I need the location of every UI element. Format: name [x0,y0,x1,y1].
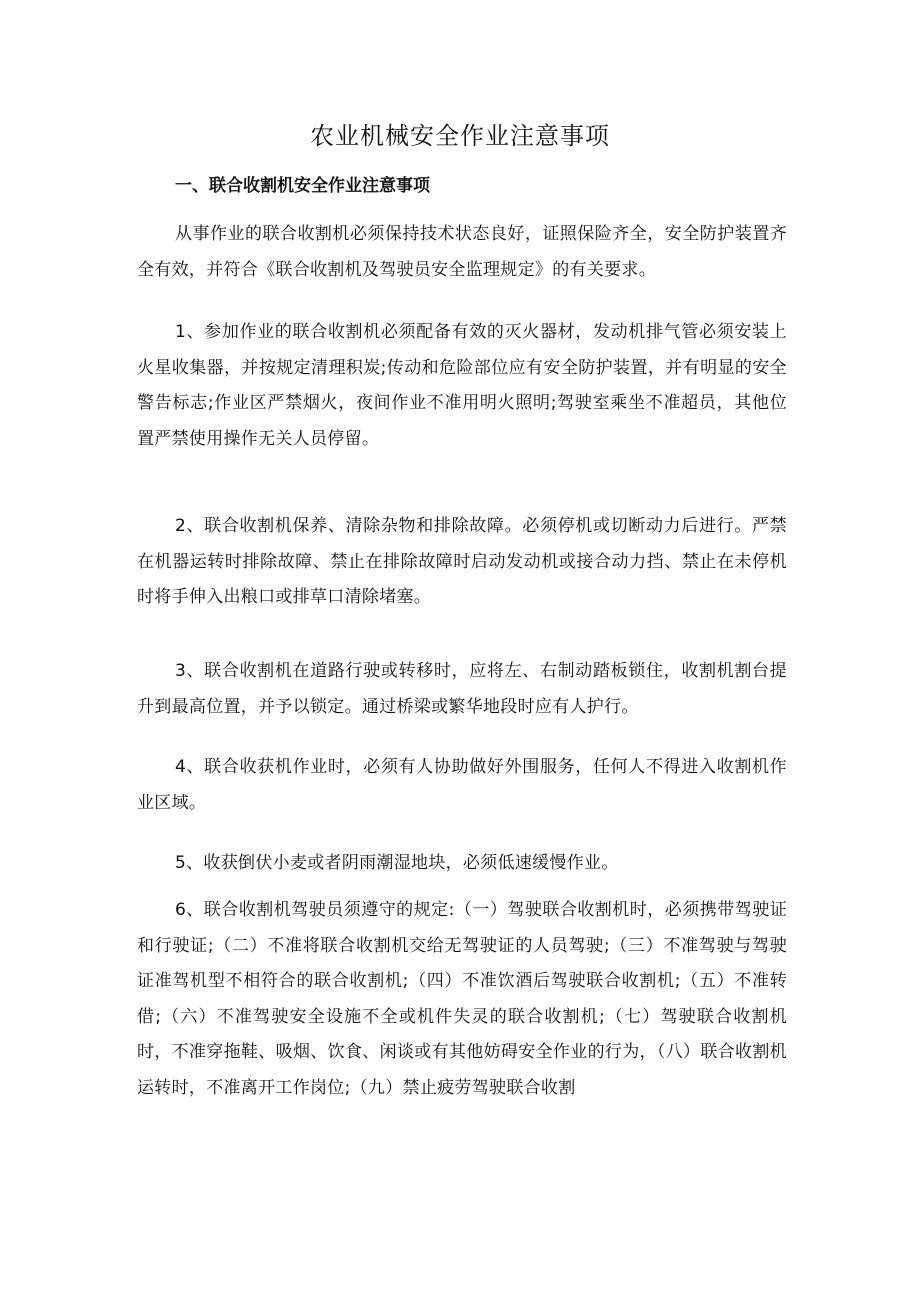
item-2-paragraph: 2、联合收割机保养、清除杂物和排除故障。必须停机或切断动力后进行。严禁在机器运转时排除故障、禁止在排除故障时启动发动机或接合动力挡、禁止在未停机时将手伸入出粮口或排草口清除堵塞。 [137,516,787,607]
item-1-paragraph: 1、参加作业的联合收割机必须配备有效的灭火器材，发动机排气管必须安装上火星收集器，并按规定清理积炭;传动和危险部位应有安全防护装置，并有明显的安全警告标志;作业区严禁烟火，夜间作业不准用明火照明;驾驶室乘坐不准超员，其他位置严禁使用操作无关人员停留。 [137,322,787,449]
document-title: 农业机械安全作业注意事项 [310,122,610,150]
item-3-paragraph: 3、联合收割机在道路行驶或转移时，应将左、右制动踏板锁住，收割机割台提升到最高位置，并予以锁定。通过桥梁或繁华地段时应有人护行。 [137,661,787,717]
item-6-paragraph: 6、联合收割机驾驶员须遵守的规定:（一）驾驶联合收割机时，必须携带驾驶证和行驶证;（二）不准将联合收割机交给无驾驶证的人员驾驶;（三）不准驾驶与驾驶证准驾机型不相符合的联合收割机;（四）不准饮酒后驾驶联合收割机;（五）不准转借;（六）不准驾驶安全设施不全或机件失灵的联合收割机;（七）驾驶联合收割机时，不准穿拖鞋、吸烟、饮食、闲谈或有其他妨碍安全作业的行为，（八）联合收割机运转时，不准离开工作岗位;（九）禁止疲劳驾驶联合收割 [137,900,787,1098]
intro-paragraph: 从事作业的联合收割机必须保持技术状态良好，证照保险齐全，安全防护装置齐全有效，并符合《联合收割机及驾驶员安全监理规定》的有关要求。 [137,224,787,280]
section-heading: 一、联合收割机安全作业注意事项 [175,176,430,196]
item-4-paragraph: 4、联合收获机作业时，必须有人协助做好外围服务，任何人不得进入收割机作业区域。 [137,757,787,813]
item-5-paragraph: 5、收获倒伏小麦或者阴雨潮湿地块，必须低速缓慢作业。 [175,853,619,873]
